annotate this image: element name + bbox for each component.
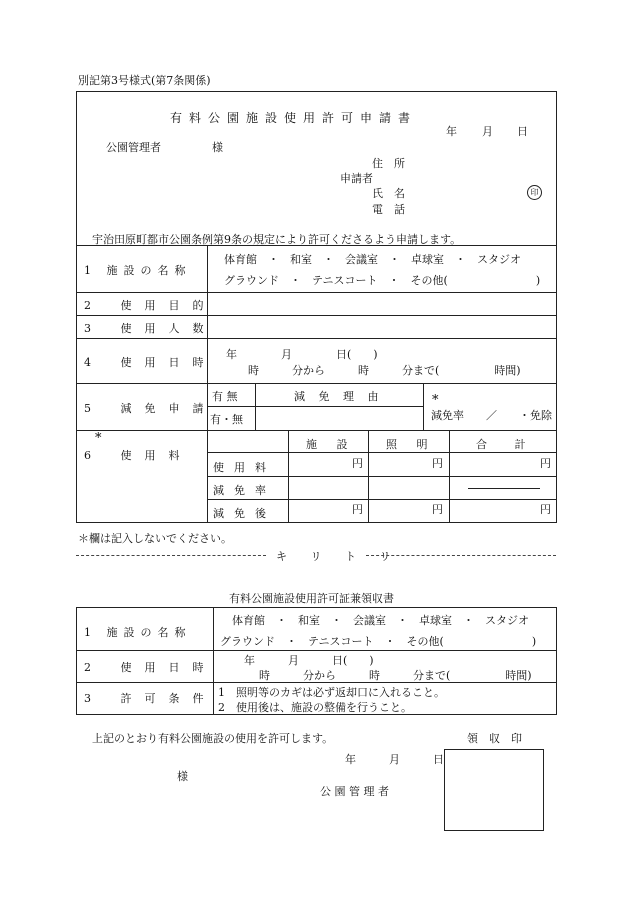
cut-line-right [366, 555, 556, 556]
permit-condition-1: 1 照明等のカギは必ず返却口に入れること。 [218, 686, 445, 699]
datetime-line1: 年 月 日( ) [226, 348, 378, 361]
permit-datetime-line1: 年 月 日( ) [244, 654, 374, 667]
permit-sama: 様 [177, 770, 188, 783]
permit-facility-label: 1 施設の名称 [84, 626, 192, 639]
permit-condition-2: 2 使用後は、施設の整備を行うこと。 [218, 701, 412, 714]
facility-name-label: 1 施設の名称 [84, 264, 192, 277]
date-month: 月 [482, 125, 493, 138]
phone-label: 電 話 [372, 203, 405, 216]
permit-title: 有料公園施設使用許可証兼領収書 [229, 592, 394, 605]
date-day: 日 [517, 125, 528, 138]
form-title: 有料公園施設使用許可申請書 [170, 111, 418, 125]
addressee: 公園管理者 [106, 141, 161, 154]
yen-unit: 円 [540, 457, 551, 470]
park-manager: 公 園 管 理 者 [320, 785, 389, 798]
fee-col-total: 合 計 [476, 438, 538, 451]
reduction-rate: 減免率 ／ ・免除 [431, 409, 552, 422]
name-label: 氏 名 [372, 187, 405, 200]
permit-conditions-label: 3 許可条件 [84, 692, 217, 705]
addressee-sama: 様 [212, 141, 223, 154]
footnote: ＊欄は記入しないでください。 [78, 532, 232, 545]
application-statement: 宇治田原町都市公園条例第9条の規定により許可くださるよう申請します。 [92, 233, 462, 246]
reduction-yesno-header: 有 無 [212, 390, 238, 403]
facility-options-line2: グラウンド ・ テニスコート ・ その他( ) [224, 274, 541, 287]
datetime-label: 4 使用日時 [84, 356, 217, 369]
yen-unit: 円 [432, 457, 443, 470]
receipt-seal-box [444, 749, 544, 831]
fee-row-rate: 減免率 [213, 484, 276, 497]
reduction-asterisk: * [432, 393, 439, 408]
yen-unit: 円 [352, 457, 363, 470]
datetime-line2: 時 分から 時 分まで( 時間) [248, 364, 521, 377]
cut-line-label: キ リ ト リ [276, 550, 401, 563]
facility-options-line1: 体育館 ・ 和室 ・ 会議室 ・ 卓球室 ・ スタジオ [224, 253, 521, 266]
seal-mark: 印 [527, 185, 542, 200]
yen-unit: 円 [540, 503, 551, 516]
fee-row-after: 減免後 [213, 507, 276, 520]
fee-col-lighting: 照 明 [386, 438, 436, 451]
reduction-label: 5 減免申請 [84, 402, 217, 415]
permit-datetime-label: 2 使用日時 [84, 661, 217, 674]
yen-unit: 円 [352, 503, 363, 516]
permit-facility-line1: 体育館 ・ 和室 ・ 会議室 ・ 卓球室 ・ スタジオ [232, 614, 529, 627]
approval-statement: 上記のとおり有料公園施設の使用を許可します。 [92, 732, 334, 745]
rate-total-dash [468, 488, 540, 489]
permit-facility-line2: グラウンド ・ テニスコート ・ その他( ) [220, 635, 537, 648]
fee-col-facility: 施 設 [306, 438, 356, 451]
reduction-yesno-option[interactable]: 有・無 [210, 413, 243, 426]
date-year: 年 [446, 125, 457, 138]
people-label: 3 使用人数 [84, 322, 217, 335]
reduction-reason-header: 減 免 理 由 [294, 390, 384, 403]
applicant-label: 申請者 [340, 172, 373, 185]
fee-asterisk: * [95, 431, 102, 446]
yen-unit: 円 [432, 503, 443, 516]
people-field[interactable] [210, 318, 554, 336]
permit-date: 年 月 日 [345, 753, 444, 766]
cut-line-left [76, 555, 266, 556]
receipt-seal-label: 領 収 印 [467, 732, 522, 745]
form-number: 別記第3号様式(第7条関係) [78, 74, 211, 87]
permit-datetime-line2: 時 分から 時 分まで( 時間) [259, 669, 532, 682]
fee-label: 6 使用料 [84, 449, 193, 462]
fee-row-fee: 使用料 [213, 461, 276, 474]
purpose-label: 2 使用目的 [84, 299, 217, 312]
purpose-field[interactable] [210, 295, 554, 313]
address-label: 住 所 [372, 157, 405, 170]
